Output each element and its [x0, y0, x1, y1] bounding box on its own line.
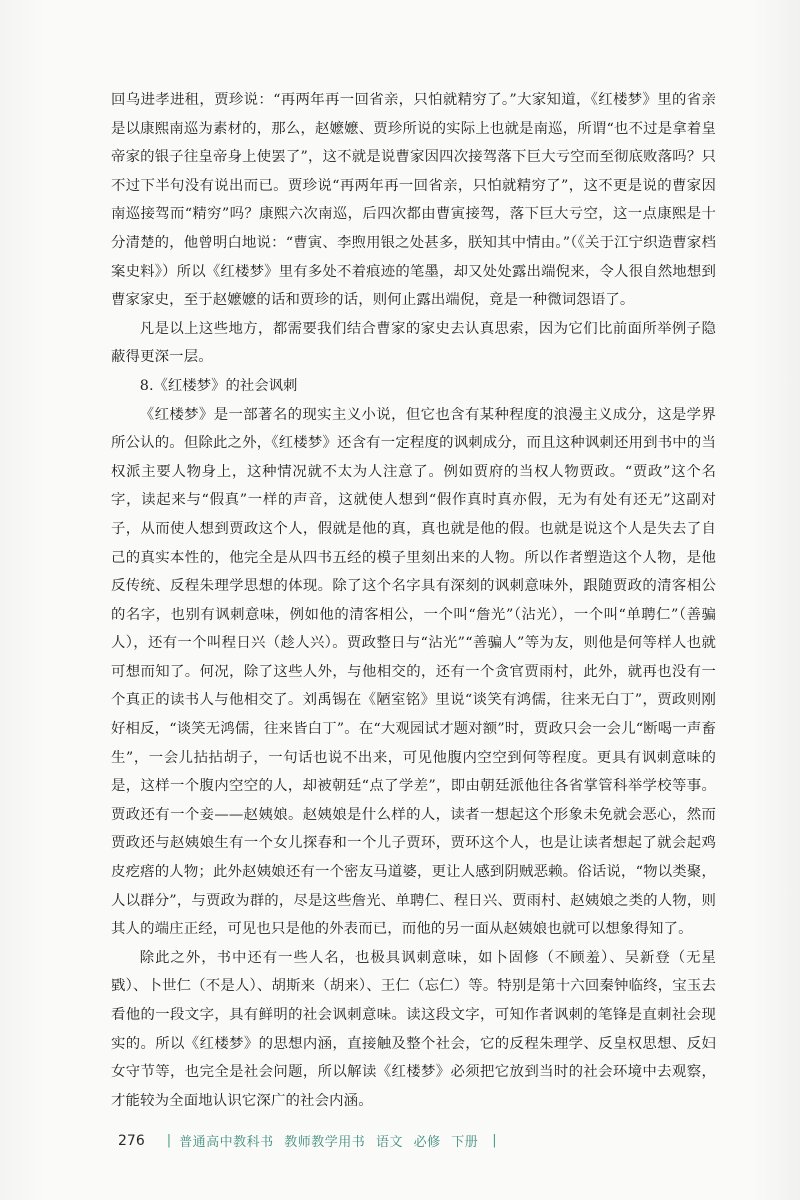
- book-volume: 下册: [451, 1135, 479, 1150]
- paragraph-3: 《红楼梦》是一部著名的现实主义小说，但它也含有某种程度的浪漫主义成分，这是学界所公认的。但除此之外，《红楼梦》还含有一定程度的讽刺成分，而且这种讽刺还用到书中的当权派主要人物身上，这种情况就不太为人注意了。例如贾府的当权人物贾政。“贾政”这个名字，读起来与“假真”一样的声音，这就使人想到“假作真时真亦假，无为有处有还无”这副对子，从而使人想到贾政这个人，假就是他的真，真也就是他的假。也就是说这个人是失去了自己的真实本性的，他完全是从四书五经的模子里刻出来的人物。所以作者塑造这个人物，是他反传统、反程朱理学思想的体现。除了这个名字具有深刻的讽刺意味外，跟随贾政的清客相公的名字，也别有讽刺意味，例如他的清客相公，一个叫“詹光”（沾光），一个叫“单聘仁”（善骗人），还有一个叫程日兴（趁人兴）。贾政整日与“沾光”“善骗人”等为友，则他是何等样人也就可想而知了。何况，除了这些人外，与他相交的，还有一个贪官贾雨村，此外，就再也没有一个真正的读书人与他相交了。刘禹锡在《陋室铭》里说“谈笑有鸿儒，往来无白丁”，贾政则刚好相反，“谈笑无鸿儒，往来皆白丁”。在“大观园试才题对额”时，贾政只会一会儿“断喝一声畜生”，一会儿拈拈胡子，一句话也说不出来，可见他腹内空空到何等程度。更具有讽刺意味的是，这样一个腹内空空的人，却被朝廷“点了学差”，即由朝廷派他往各省掌管科举学校等事。贾政还有一个妾——赵姨娘。赵姨娘是什么样的人，读者一想起这个形象未免就会恶心，然而贾政还与赵姨娘生有一个女儿探春和一个儿子贾环，贾环这个人，也是让读者想起了就会起鸡皮疙瘩的人物；此外赵姨娘还有一个密友马道婆，更让人感到阴贼恶赖。俗话说，“物以类聚，人以群分”，与贾政为群的，尽是这些詹光、单聘仁、程日兴、贾雨村、赵姨娘之类的人物，则其人的端庄正经，可见也只是他的外表而已，而他的另一面从赵姨娘也就可以想象得知了。: [111, 406, 716, 938]
- book-subject: 语文: [375, 1135, 403, 1150]
- section-heading: 8.《红楼梦》的社会讽刺: [139, 377, 298, 394]
- footer-separator-right: |: [492, 1133, 497, 1148]
- paragraph-2: 凡是以上这些地方，都需要我们结合曹家的家史去认真思索，因为它们比前面所举例子隐蔽得更深一层。: [111, 320, 716, 366]
- paragraph-1: 回乌进孝进租，贾珍说：“再两年再一回省亲，只怕就精穷了。”大家知道，《红楼梦》里的省亲是以康熙南巡为素材的，那么，赵嬷嬷、贾珍所说的实际上也就是南巡，所谓“也不过是拿着皇帝家的银子往皇帝身上使罢了”，这不就是说曹家因四次接驾落下巨大亏空而至彻底败落吗？只不过下半句没有说出而已。贾珍说“再两年再一回省亲，只怕就精穷了”，这不更是说的曹家因南巡接驾而“精穷”吗？康熙六次南巡，后四次都由曹寅接驾，落下巨大亏空，这一点康熙是十分清楚的，他曾明白地说：“曹寅、李煦用银之处甚多，朕知其中情由。”（《关于江宁织造曹家档案史料》）所以《红楼梦》里有多处不着痕迹的笔墨，却又处处露出端倪来，令人很自然地想到曹家家史，至于赵嬷嬷的话和贾珍的话，则何止露出端倪，竟是一种微词怨语了。: [111, 92, 716, 309]
- main-content: [111, 86, 716, 1115]
- book-level: 必修: [413, 1135, 441, 1150]
- book-title: [179, 1131, 484, 1150]
- paragraph-4: 除此之外，书中还有一些人名，也极具讽刺意味，如卜固修（不顾羞）、吴新登（无星戥）、卜世仁（不是人）、胡斯来（胡来）、王仁（忘仁）等。特别是第十六回秦钟临终，宝玉去看他的一段文字，具有鲜明的社会讽刺意味。读这段文字，可知作者讽刺的笔锋是直刺社会现实的。所以《红楼梦》的思想内涵，直接触及整个社会，它的反程朱理学、反皇权思想、反妇女守节等，也完全是社会问题，所以解读《红楼梦》必须把它放到当时的社会环境中去观察，才能较为全面地认识它深广的社会内涵。: [111, 949, 716, 1109]
- book-series: 普通高中教科书: [179, 1135, 274, 1150]
- book-type: 教师教学用书: [284, 1135, 366, 1150]
- page-footer: [118, 1131, 505, 1150]
- footer-separator-left: |: [166, 1133, 172, 1148]
- page-number: 276: [118, 1132, 145, 1149]
